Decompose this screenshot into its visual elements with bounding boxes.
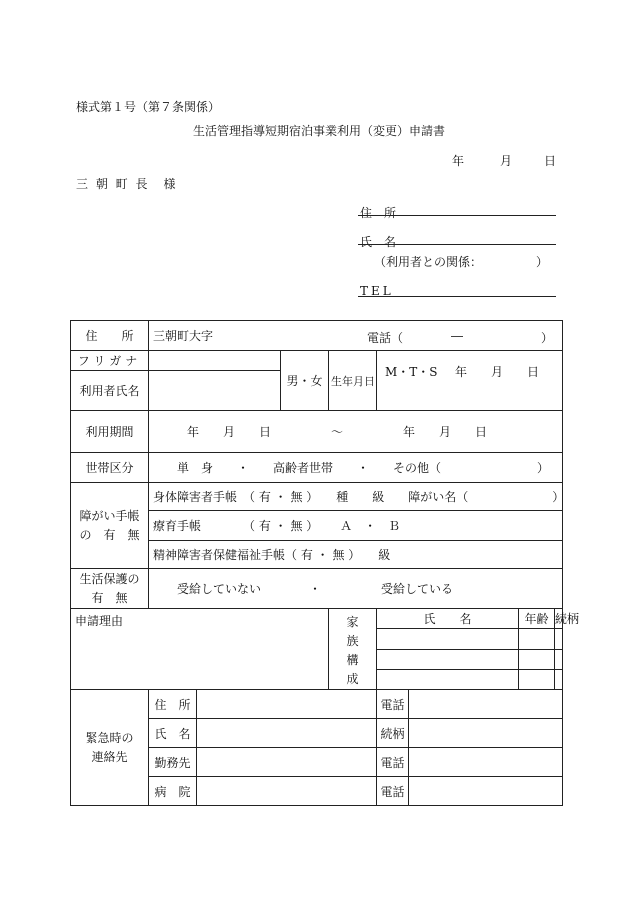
period-field[interactable]: 年 月 日 ～ 年 月 日 <box>149 411 563 453</box>
family-name-header: 氏 名 <box>377 609 519 629</box>
applicant-address-label: 住 所 <box>360 206 397 220</box>
welfare-label <box>71 569 149 609</box>
reason-family-row-1 <box>71 609 563 629</box>
family-relation-cell[interactable] <box>555 669 563 689</box>
emergency-item-label: 氏 名 <box>149 719 197 748</box>
emergency-address-field[interactable] <box>197 690 377 719</box>
phone-dash: ― <box>451 329 463 343</box>
birthdate-field[interactable] <box>377 351 563 411</box>
emergency-item-label: 病 院 <box>149 777 197 806</box>
furigana-row <box>71 351 563 371</box>
applicant-relation[interactable]: （利用者との関係： ） <box>374 255 549 269</box>
address-value: 三朝町大字 <box>153 329 214 343</box>
emergency-label-line2: 連絡先 <box>91 749 128 764</box>
applicant-tel-label: TEL <box>360 284 394 298</box>
welfare-label-line1: 生活保護の <box>79 571 140 586</box>
date-year-label: 年 <box>452 154 465 168</box>
emergency-label-line1: 緊急時の <box>85 730 134 745</box>
family-name-cell[interactable] <box>377 629 519 649</box>
emergency-item-label: 住 所 <box>149 690 197 719</box>
family-age-cell[interactable] <box>519 649 555 669</box>
phone-label: 電話（ <box>367 331 404 345</box>
applicant-address-line[interactable] <box>358 215 556 216</box>
mental-disability-field[interactable]: 精神障害者保健福祉手帳（ 有 ・ 無 ） 級 <box>149 541 563 569</box>
family-label-char: 家 <box>346 615 359 629</box>
birth-year-label: 年 <box>455 365 468 379</box>
family-name-cell[interactable] <box>377 669 519 689</box>
family-age-cell[interactable] <box>519 669 555 689</box>
date-day-label: 日 <box>544 154 557 168</box>
addressee: 三 朝 町 長 様 <box>76 177 178 191</box>
reason-field[interactable] <box>71 609 329 690</box>
period-label: 利用期間 <box>71 411 149 453</box>
emergency-right-label: 電話 <box>377 748 409 777</box>
birth-month-label: 月 <box>491 365 504 379</box>
reason-label: 申請理由 <box>75 614 124 628</box>
form-number: 様式第１号（第７条関係） <box>76 100 221 114</box>
disability-row-1 <box>71 483 563 511</box>
emergency-phone-field[interactable] <box>409 690 563 719</box>
application-form-table <box>70 320 580 806</box>
emergency-relation-field[interactable] <box>409 719 563 748</box>
emergency-hospital-field[interactable] <box>197 777 377 806</box>
emergency-right-label: 電話 <box>377 777 409 806</box>
emergency-right-label: 続柄 <box>377 719 409 748</box>
applicant-name-label: 氏 名 <box>360 235 397 249</box>
applicant-name-line[interactable] <box>358 244 556 245</box>
user-name-field[interactable] <box>149 371 281 411</box>
family-age-cell[interactable] <box>519 629 555 649</box>
emergency-right-label: 電話 <box>377 690 409 719</box>
family-label-char: 構 <box>346 653 359 667</box>
emergency-item-label: 勤務先 <box>149 748 197 777</box>
welfare-label-line2: 有 無 <box>91 590 128 605</box>
household-field[interactable]: 単 身 ・ 高齢者世帯 ・ その他（ ） <box>149 453 563 483</box>
household-row <box>71 453 563 483</box>
welfare-row <box>71 569 563 609</box>
intellectual-disability-field[interactable]: 療育手帳 （ 有 ・ 無 ） Ａ ・ Ｂ <box>149 511 563 541</box>
address-row <box>71 321 563 351</box>
physical-disability-field[interactable]: 身体障害者手帳 （ 有 ・ 無 ） 種 級 障がい名（ ） <box>149 483 563 511</box>
disability-label-line2: の 有 無 <box>79 527 140 542</box>
furigana-field[interactable] <box>149 351 281 371</box>
disability-label-line1: 障がい手帳 <box>79 508 140 523</box>
address-field[interactable] <box>149 321 563 351</box>
era-options: M・T・S <box>385 365 438 379</box>
emergency-name-field[interactable] <box>197 719 377 748</box>
emergency-workplace-field[interactable] <box>197 748 377 777</box>
emergency-workplace-phone-field[interactable] <box>409 748 563 777</box>
user-name-label: 利用者氏名 <box>71 371 149 411</box>
applicant-tel-line[interactable] <box>358 296 556 297</box>
birth-day-label: 日 <box>527 365 540 379</box>
family-label-char: 成 <box>346 672 359 686</box>
date-month-label: 月 <box>500 154 513 168</box>
period-row <box>71 411 563 453</box>
family-age-header: 年齢 <box>519 609 555 629</box>
family-relation-cell[interactable] <box>555 629 563 649</box>
disability-label <box>71 483 149 569</box>
family-label <box>329 609 377 690</box>
family-relation-header: 続柄 <box>555 609 563 629</box>
birthdate-label: 生年月日 <box>329 351 377 411</box>
household-label: 世帯区分 <box>71 453 149 483</box>
emergency-hospital-phone-field[interactable] <box>409 777 563 806</box>
family-label-char: 族 <box>346 634 359 648</box>
emergency-row <box>71 690 563 719</box>
address-label: 住 所 <box>71 321 149 351</box>
furigana-label: フリガナ <box>71 351 149 371</box>
gender-select[interactable]: 男・女 <box>281 351 329 411</box>
family-relation-cell[interactable] <box>555 649 563 669</box>
phone-close: ） <box>541 331 554 345</box>
welfare-field[interactable]: 受給していない ・ 受給している <box>149 569 563 609</box>
emergency-label <box>71 690 149 806</box>
family-name-cell[interactable] <box>377 649 519 669</box>
page-title: 生活管理指導短期宿泊事業利用（変更）申請書 <box>193 124 446 138</box>
